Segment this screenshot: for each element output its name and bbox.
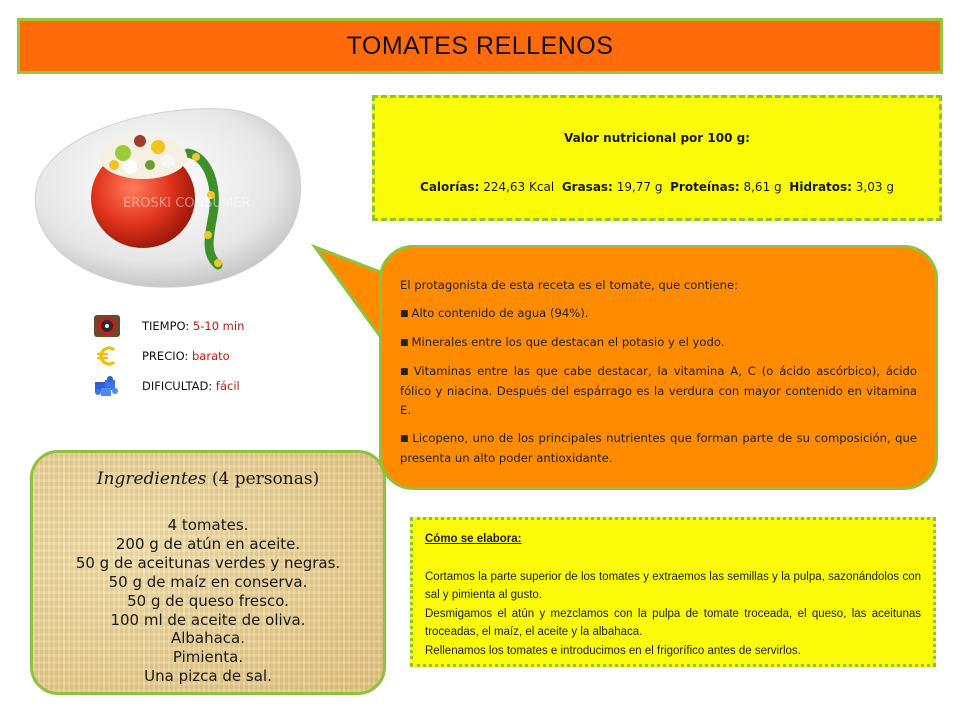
description-point: ■ Alto contenido de agua (94%). (400, 306, 589, 320)
ingredient-item: 200 g de atún en aceite. (115, 534, 301, 553)
carbs-label: Hidratos: (789, 180, 852, 194)
ingredient-item: 50 g de queso fresco. (127, 591, 289, 610)
price-label: PRECIO: (142, 349, 189, 363)
time-value: 5-10 min (192, 319, 245, 333)
nutrition-facts (375, 180, 939, 194)
price-value: barato (192, 349, 230, 363)
description-bubble (313, 245, 938, 490)
description-text (379, 245, 938, 490)
nutrition-box (372, 95, 942, 221)
page-title: TOMATES RELLENOS (346, 31, 614, 60)
protein-value: 8,61 g (743, 180, 782, 194)
photo-watermark: EROSKI CONSUMER (123, 196, 251, 211)
ingredients-panel (30, 450, 386, 695)
preparation-step: Cortamos la parte superior de los tomates y extraemos las semillas y la pulpa, sazonándolos con sal y pimienta al gusto. (425, 570, 921, 602)
ingredient-item: 4 tomates. (167, 516, 249, 534)
protein-label: Proteínas: (670, 180, 740, 194)
calories-value: 224,63 Kcal (483, 180, 555, 194)
ingredients-heading: Ingredientes (4 personas) (96, 469, 320, 489)
puzzle-icon (93, 374, 121, 398)
description-point: ■ Licopeno, uno de los principales nutrientes que forman parte de su composición, que presenta un alto poder antioxidante. (400, 431, 917, 465)
preparation-title: Cómo se elabora: (425, 533, 522, 545)
price-row (93, 344, 230, 368)
description-point: ■ Minerales entre los que destacan el potasio y el yodo. (400, 335, 725, 349)
difficulty-label: DIFICULTAD: (142, 379, 213, 393)
ingredient-item: Pimienta. (172, 648, 244, 667)
euro-icon (93, 344, 121, 368)
ingredient-item: 50 g de aceitunas verdes y negras. (75, 553, 341, 572)
ingredient-item: Albahaca. (170, 629, 246, 648)
ingredient-item: Una pizca de sal. (144, 667, 272, 686)
fat-label: Grasas: (561, 180, 613, 194)
ingredient-item: 100 ml de aceite de oliva. (110, 610, 306, 629)
description-intro: El protagonista de esta receta es el tomate, que contiene: (400, 278, 739, 292)
nutrition-heading: Valor nutricional por 100 g: (564, 131, 750, 145)
ingredient-item: 50 g de maíz en conserva. (108, 572, 308, 591)
recipe-photo (18, 95, 313, 305)
carbs-value: 3,03 g (855, 180, 894, 194)
preparation-step: Desmigamos el atún y mezclamos con la pulpa de tomate troceada, el queso, las aceitunas troceadas, el maíz, el aceite y la albahaca. (425, 607, 921, 639)
difficulty-row (93, 374, 240, 398)
preparation-step: Rellenamos los tomates e introducimos en el frigorífico antes de servirlos. (425, 644, 801, 657)
description-point: ■ Vitaminas entre las que cabe destacar, la vitamina A, C (o ácido ascórbico), ácido fólico y niacina. Después del espárrago es la verdura con mayor contenido en vitamina E. (400, 364, 917, 417)
preparation-box (410, 517, 936, 667)
ingredients-list (33, 516, 383, 686)
fat-value: 19,77 g (616, 180, 663, 194)
calories-label: Calorías: (420, 180, 480, 194)
title-banner (17, 18, 943, 74)
clock-icon (93, 314, 121, 338)
difficulty-value: fácil (215, 379, 240, 393)
time-row (93, 314, 244, 338)
time-label: TIEMPO: (142, 319, 190, 333)
